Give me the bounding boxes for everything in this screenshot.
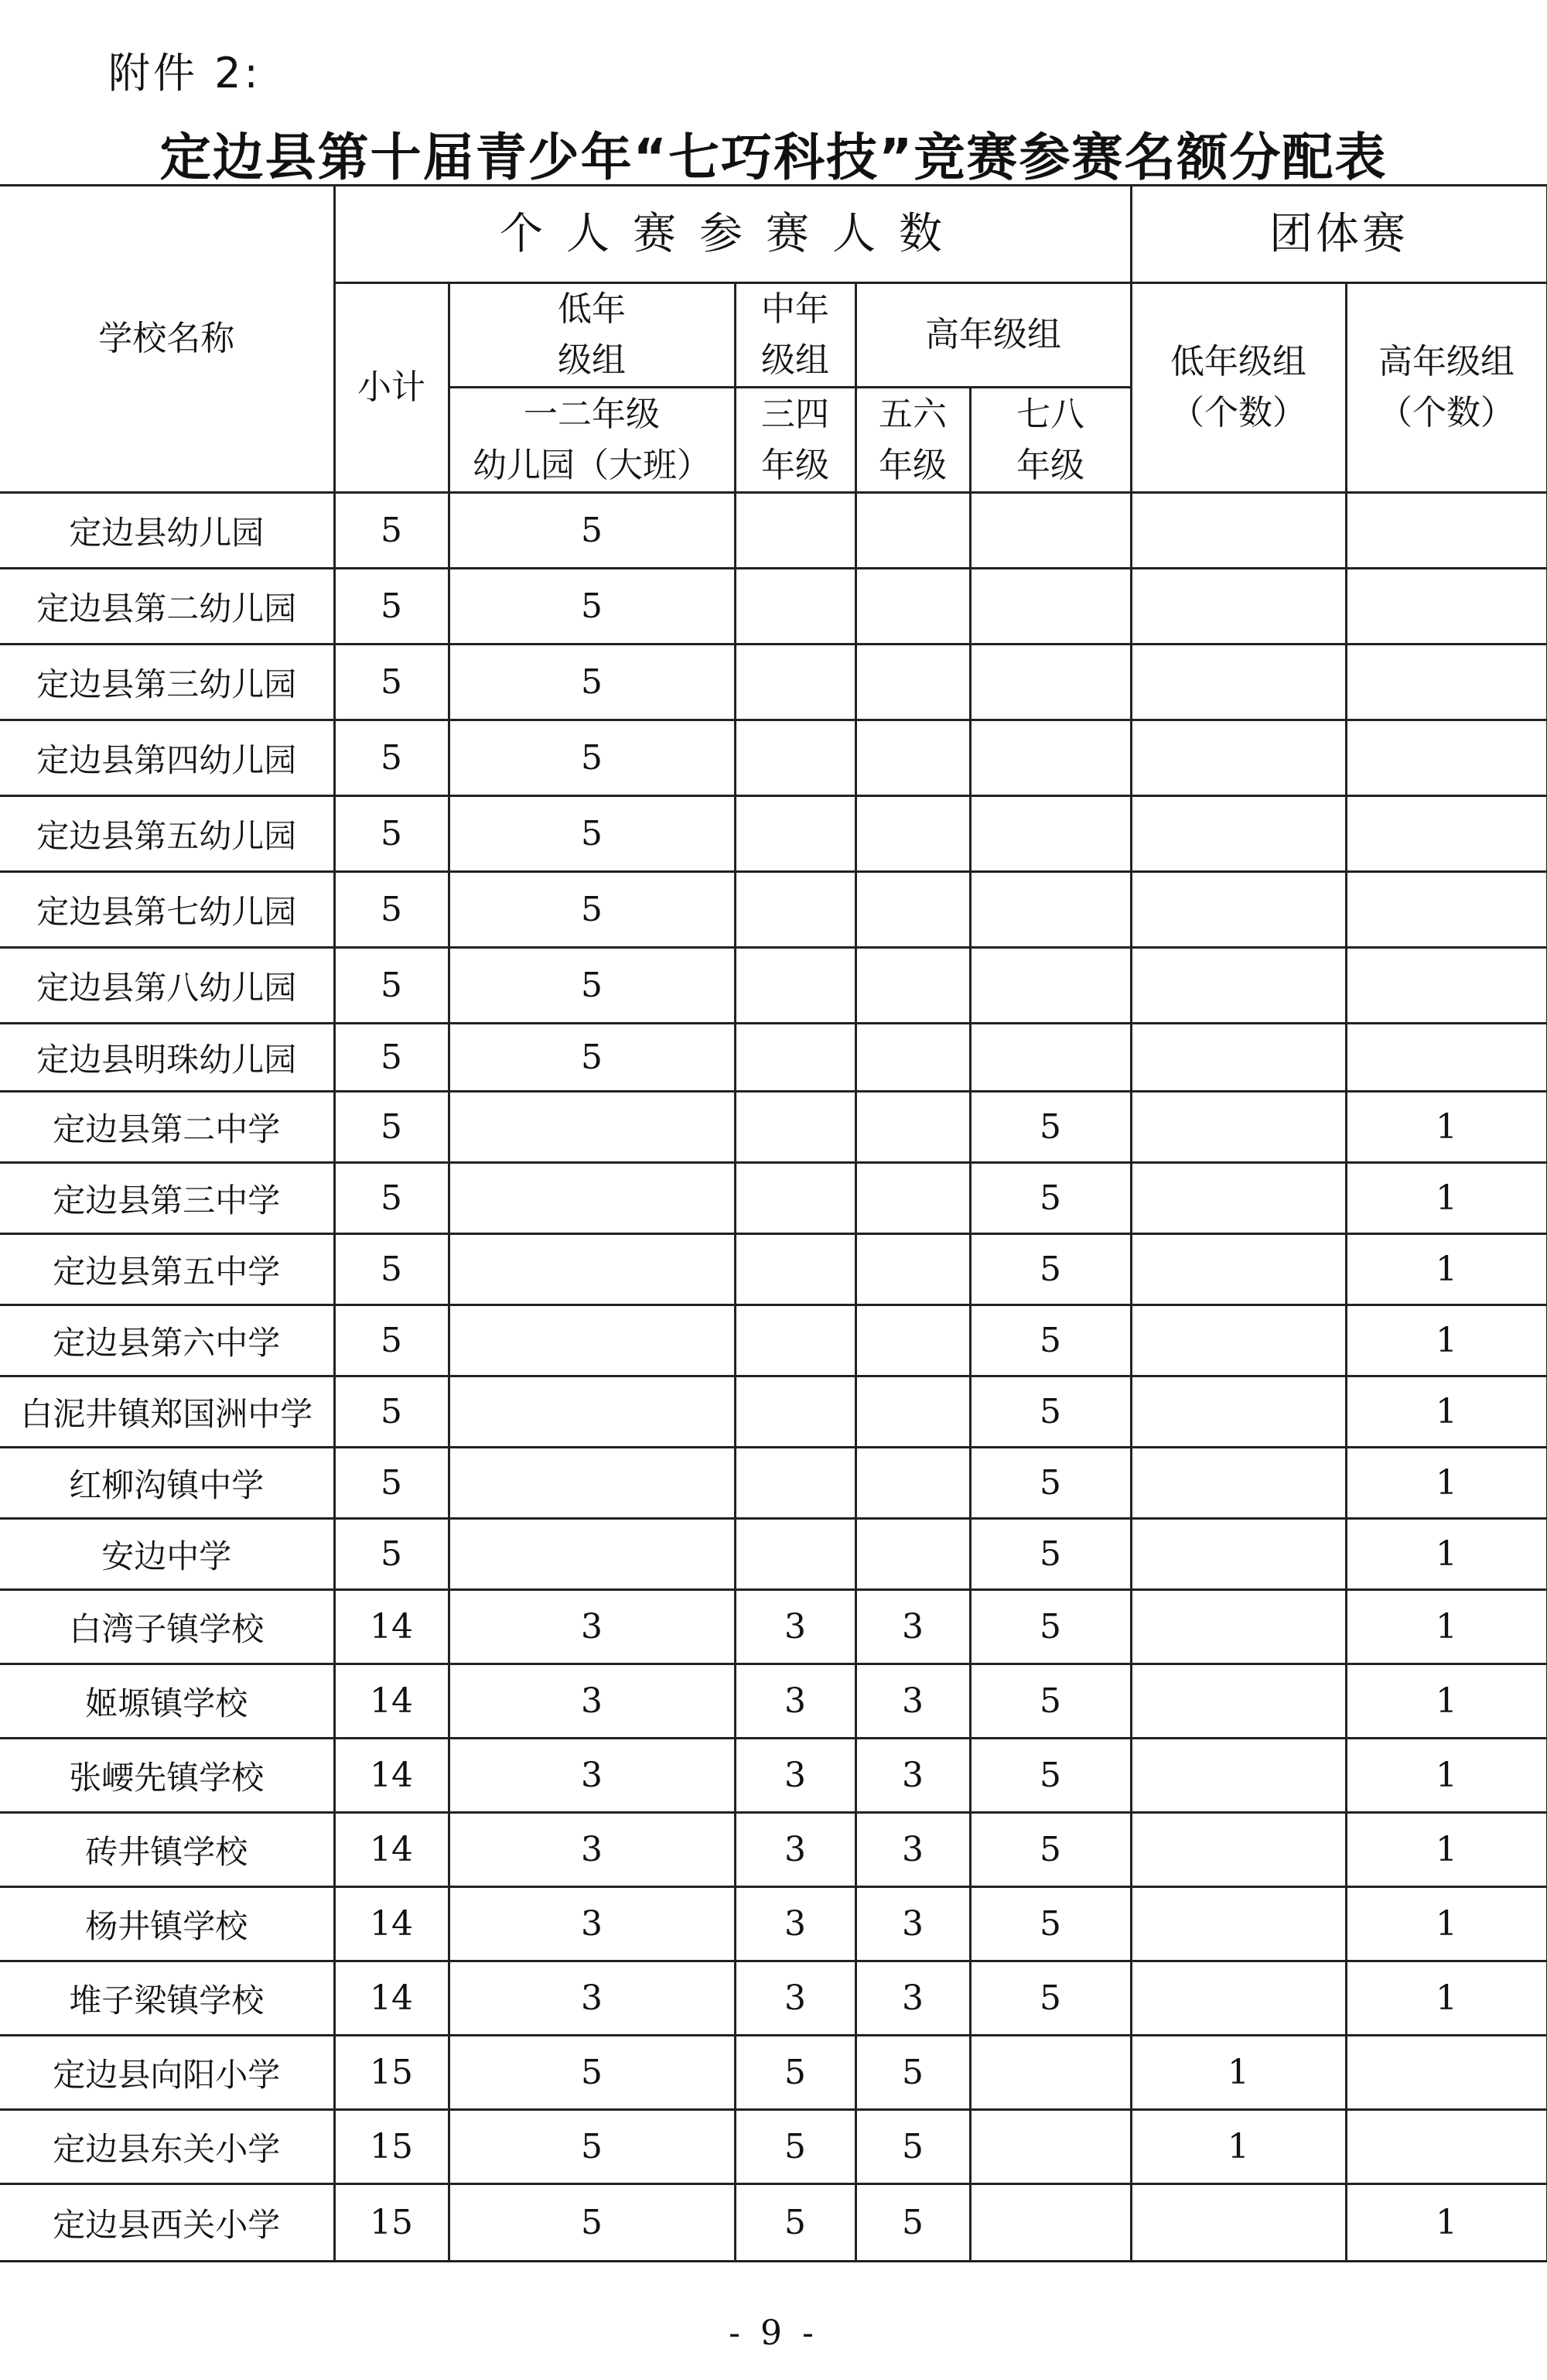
cell-g56: 3 [855,1813,970,1887]
cell-team-low [1131,1024,1346,1092]
cell-school: 定边县第五幼儿园 [0,796,334,872]
cell-team-high [1346,796,1547,872]
cell-subtotal: 5 [334,1092,449,1163]
cell-team-low [1131,1092,1346,1163]
header-grade-56-line2: 年级 [879,445,947,485]
cell-team-low [1131,1376,1346,1448]
cell-subtotal: 15 [334,2036,449,2110]
cell-team-high: 1 [1346,1376,1547,1448]
table-row [0,1813,1547,1887]
cell-g56 [855,569,970,645]
header-mid-group-line1: 中年 [761,289,829,329]
cell-team-low: 1 [1131,2110,1346,2184]
cell-g12: 5 [449,2036,735,2110]
cell-g12 [449,1092,735,1163]
cell-subtotal: 5 [334,1234,449,1305]
cell-school: 张崾先镇学校 [0,1739,334,1813]
header-team-high-line2: （个数） [1378,393,1515,433]
cell-g56 [855,1024,970,1092]
cell-g12: 5 [449,2110,735,2184]
header-grade-56-line1: 五六 [879,394,947,434]
cell-team-low [1131,1664,1346,1739]
header-team-high-line1: 高年级组 [1378,342,1515,381]
cell-team-low [1131,948,1346,1024]
table-row [0,1024,1547,1092]
page-number: - 9 - [729,2313,818,2353]
cell-g34: 3 [735,1961,855,2036]
cell-team-high: 1 [1346,2184,1547,2262]
header-subtotal: 小计 [334,283,449,493]
header-grade-78-line2: 年级 [1016,445,1084,485]
cell-g78 [970,948,1131,1024]
cell-g56 [855,1305,970,1376]
cell-g78: 5 [970,1590,1131,1664]
cell-g78: 5 [970,1961,1131,2036]
cell-g56: 3 [855,1664,970,1739]
cell-g34 [735,1305,855,1376]
cell-g34 [735,1448,855,1519]
cell-school: 杨井镇学校 [0,1887,334,1961]
cell-g12 [449,1376,735,1448]
cell-g56 [855,493,970,569]
cell-g78: 5 [970,1813,1131,1887]
cell-g12: 5 [449,493,735,569]
table-body [0,493,1547,2262]
cell-g12: 5 [449,1024,735,1092]
cell-team-high: 1 [1346,1961,1547,2036]
cell-school: 定边县第七幼儿园 [0,872,334,948]
cell-g34: 3 [735,1887,855,1961]
table-row [0,948,1547,1024]
cell-g12: 3 [449,1590,735,1664]
cell-team-low [1131,645,1346,720]
cell-g78 [970,569,1131,645]
header-grade-34-line1: 三四 [761,394,829,434]
cell-g34: 5 [735,2110,855,2184]
cell-g56 [855,948,970,1024]
table-row [0,1961,1547,2036]
cell-g56 [855,872,970,948]
table-row [0,1448,1547,1519]
cell-g12: 5 [449,872,735,948]
quota-table [0,184,1547,2262]
cell-subtotal: 15 [334,2184,449,2262]
cell-team-low [1131,1519,1346,1590]
cell-subtotal: 5 [334,948,449,1024]
cell-team-high [1346,2110,1547,2184]
table-row [0,645,1547,720]
cell-team-high: 1 [1346,1448,1547,1519]
cell-g56 [855,1234,970,1305]
table-row [0,1519,1547,1590]
cell-g12 [449,1448,735,1519]
cell-g34 [735,1092,855,1163]
cell-team-low [1131,1887,1346,1961]
table-row [0,1590,1547,1664]
cell-g12: 3 [449,1961,735,2036]
cell-team-high [1346,493,1547,569]
cell-school: 定边县明珠幼儿园 [0,1024,334,1092]
cell-subtotal: 5 [334,569,449,645]
cell-team-high [1346,720,1547,796]
cell-g12: 5 [449,2184,735,2262]
cell-subtotal: 5 [334,1376,449,1448]
cell-g56: 3 [855,1961,970,2036]
document-title: 定边县第十届青少年“七巧科技”竞赛参赛名额分配表 [159,128,1388,187]
cell-g56 [855,1092,970,1163]
cell-school: 砖井镇学校 [0,1813,334,1887]
cell-team-low: 1 [1131,2036,1346,2110]
cell-g34 [735,1234,855,1305]
cell-g12: 3 [449,1739,735,1813]
cell-g78 [970,796,1131,872]
cell-subtotal: 5 [334,1519,449,1590]
cell-school: 定边县第二中学 [0,1092,334,1163]
cell-subtotal: 5 [334,1305,449,1376]
cell-g56: 3 [855,1590,970,1664]
cell-team-low [1131,1163,1346,1234]
cell-g78: 5 [970,1448,1131,1519]
header-team-low [1131,283,1346,493]
cell-g78: 5 [970,1305,1131,1376]
cell-team-high: 1 [1346,1739,1547,1813]
header-team-low-line1: 低年级组 [1170,342,1306,381]
cell-subtotal: 5 [334,1163,449,1234]
header-grade-34 [735,388,855,493]
cell-g12 [449,1163,735,1234]
cell-team-low [1131,1739,1346,1813]
cell-g78: 5 [970,1163,1131,1234]
cell-team-high [1346,569,1547,645]
cell-team-high: 1 [1346,1234,1547,1305]
cell-g34: 5 [735,2184,855,2262]
cell-g34 [735,872,855,948]
header-high-group: 高年级组 [855,283,1131,388]
header-low-group [449,283,735,388]
cell-team-high: 1 [1346,1813,1547,1887]
cell-g12: 5 [449,796,735,872]
cell-subtotal: 14 [334,1813,449,1887]
header-grade-12-line1: 一二年级 [524,394,660,434]
cell-g12: 3 [449,1813,735,1887]
table-row [0,872,1547,948]
cell-team-low [1131,720,1346,796]
cell-subtotal: 5 [334,872,449,948]
cell-g34: 3 [735,1739,855,1813]
cell-team-high: 1 [1346,1887,1547,1961]
cell-school: 定边县第三中学 [0,1163,334,1234]
cell-subtotal: 5 [334,796,449,872]
cell-team-high: 1 [1346,1590,1547,1664]
table-row [0,2036,1547,2110]
cell-g56: 3 [855,1739,970,1813]
cell-subtotal: 14 [334,1961,449,2036]
cell-team-low [1131,2184,1346,2262]
cell-g78: 5 [970,1887,1131,1961]
cell-school: 定边县第五中学 [0,1234,334,1305]
cell-team-high [1346,948,1547,1024]
cell-team-high [1346,645,1547,720]
cell-team-high: 1 [1346,1519,1547,1590]
header-grade-12 [449,388,735,493]
cell-g12 [449,1234,735,1305]
cell-g78 [970,872,1131,948]
cell-subtotal: 5 [334,720,449,796]
cell-g78 [970,645,1131,720]
cell-team-high: 1 [1346,1305,1547,1376]
cell-g56 [855,1519,970,1590]
cell-school: 定边县向阳小学 [0,2036,334,2110]
cell-g56: 3 [855,1887,970,1961]
cell-subtotal: 14 [334,1590,449,1664]
header-grade-56 [855,388,970,493]
cell-g78 [970,1024,1131,1092]
cell-g34 [735,1024,855,1092]
cell-subtotal: 5 [334,493,449,569]
cell-team-high [1346,2036,1547,2110]
cell-g56 [855,1448,970,1519]
cell-g12: 5 [449,569,735,645]
table-row [0,1305,1547,1376]
header-team-high [1346,283,1547,493]
cell-school: 定边县东关小学 [0,2110,334,2184]
header-team: 团体赛 [1131,186,1547,283]
cell-g78: 5 [970,1234,1131,1305]
table-row [0,1163,1547,1234]
table-row [0,796,1547,872]
cell-team-low [1131,1448,1346,1519]
header-school-name: 学校名称 [0,186,334,493]
cell-g56: 5 [855,2110,970,2184]
table-row [0,2184,1547,2262]
cell-subtotal: 5 [334,1448,449,1519]
table-row [0,1376,1547,1448]
header-mid-group [735,283,855,388]
header-mid-group-line2: 级组 [761,340,829,380]
table-row [0,1092,1547,1163]
cell-g56: 5 [855,2184,970,2262]
header-grade-78-line1: 七八 [1016,394,1084,434]
cell-team-high [1346,872,1547,948]
cell-g56 [855,796,970,872]
cell-team-low [1131,1305,1346,1376]
table-row [0,1887,1547,1961]
cell-school: 定边县第二幼儿园 [0,569,334,645]
cell-g56: 5 [855,2036,970,2110]
cell-team-low [1131,493,1346,569]
cell-g78: 5 [970,1739,1131,1813]
cell-g34: 5 [735,2036,855,2110]
cell-g12: 5 [449,948,735,1024]
cell-school: 定边县幼儿园 [0,493,334,569]
attachment-label: 附件 2: [108,49,261,97]
cell-school: 白湾子镇学校 [0,1590,334,1664]
cell-school: 定边县第三幼儿园 [0,645,334,720]
cell-g34: 3 [735,1664,855,1739]
cell-g34 [735,1163,855,1234]
cell-school: 红柳沟镇中学 [0,1448,334,1519]
header-low-group-line1: 低年 [558,289,626,329]
header-grade-78 [970,388,1131,493]
cell-g78: 5 [970,1092,1131,1163]
cell-subtotal: 14 [334,1887,449,1961]
cell-g56 [855,1163,970,1234]
cell-team-high: 1 [1346,1664,1547,1739]
cell-g34: 3 [735,1813,855,1887]
cell-g78: 5 [970,1664,1131,1739]
cell-g34 [735,720,855,796]
header-individual: 个人赛参赛人数 [334,186,1131,283]
table-row [0,720,1547,796]
cell-g34 [735,493,855,569]
cell-g78: 5 [970,1376,1131,1448]
cell-g34 [735,569,855,645]
cell-team-low [1131,872,1346,948]
cell-subtotal: 14 [334,1664,449,1739]
table-row [0,2110,1547,2184]
cell-g78 [970,720,1131,796]
cell-subtotal: 5 [334,645,449,720]
table-row [0,1739,1547,1813]
cell-school: 白泥井镇郑国洲中学 [0,1376,334,1448]
cell-school: 定边县第四幼儿园 [0,720,334,796]
cell-g78 [970,2184,1131,2262]
cell-school: 定边县第八幼儿园 [0,948,334,1024]
cell-team-low [1131,1961,1346,2036]
cell-g56 [855,645,970,720]
cell-g78 [970,2110,1131,2184]
cell-g12: 3 [449,1664,735,1739]
cell-g78 [970,493,1131,569]
cell-team-low [1131,1590,1346,1664]
cell-g12 [449,1305,735,1376]
cell-g12 [449,1519,735,1590]
cell-g56 [855,1376,970,1448]
cell-team-high [1346,1024,1547,1092]
cell-g12: 3 [449,1887,735,1961]
cell-g12: 5 [449,645,735,720]
cell-g56 [855,720,970,796]
cell-g34: 3 [735,1590,855,1664]
cell-g34 [735,948,855,1024]
header-grade-12-line2: 幼儿园（大班） [473,445,711,485]
cell-team-high: 1 [1346,1163,1547,1234]
table-row [0,569,1547,645]
cell-school: 定边县第六中学 [0,1305,334,1376]
cell-g78: 5 [970,1519,1131,1590]
cell-g78 [970,2036,1131,2110]
cell-subtotal: 15 [334,2110,449,2184]
table-row [0,1664,1547,1739]
cell-team-low [1131,796,1346,872]
table-row [0,1234,1547,1305]
cell-team-high: 1 [1346,1092,1547,1163]
cell-school: 安边中学 [0,1519,334,1590]
cell-school: 堆子梁镇学校 [0,1961,334,2036]
cell-g12: 5 [449,720,735,796]
cell-team-low [1131,569,1346,645]
cell-g34 [735,1519,855,1590]
cell-school: 定边县西关小学 [0,2184,334,2262]
header-low-group-line2: 级组 [558,340,626,380]
cell-subtotal: 5 [334,1024,449,1092]
cell-team-low [1131,1234,1346,1305]
cell-g34 [735,1376,855,1448]
cell-subtotal: 14 [334,1739,449,1813]
cell-school: 姬塬镇学校 [0,1664,334,1739]
header-team-low-line2: （个数） [1170,393,1306,433]
table-row [0,493,1547,569]
header-grade-34-line2: 年级 [761,445,829,485]
cell-team-low [1131,1813,1346,1887]
cell-g34 [735,796,855,872]
cell-g34 [735,645,855,720]
